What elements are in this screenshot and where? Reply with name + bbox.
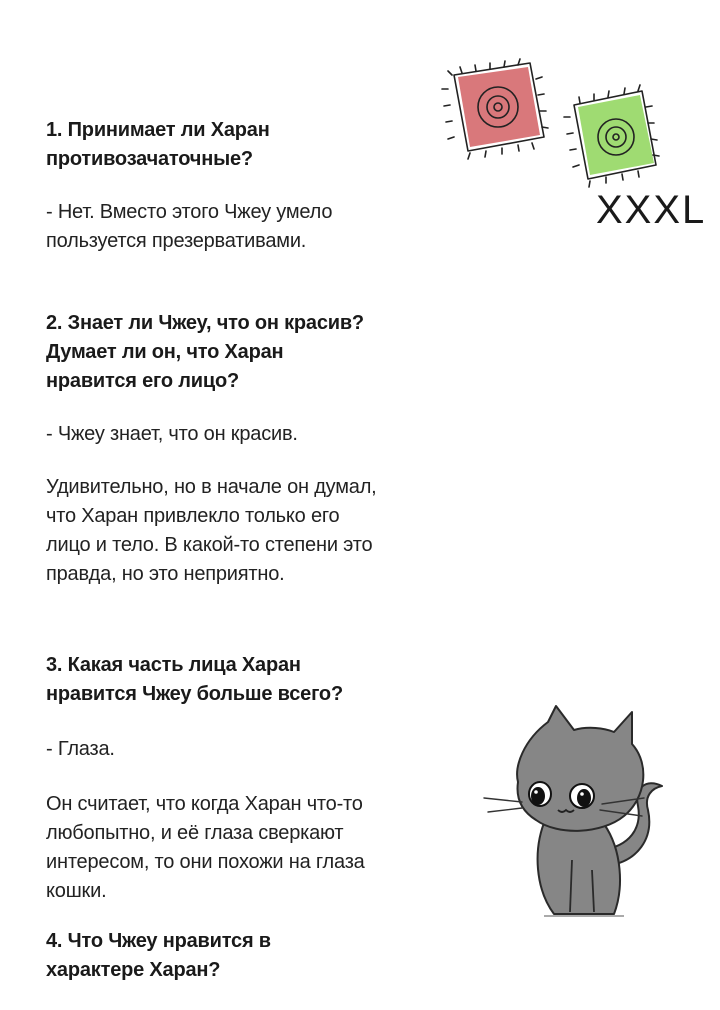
green-wrapper-fill bbox=[578, 95, 654, 175]
answer-2-paragraph-2: Удивительно, но в начале он думал, что Харан привлекло только его лицо и тело. В какой-то степени это правда, но это неприятно. bbox=[46, 476, 377, 585]
question-3: 3. Какая часть лица Харан нравится Чжеу больше всего? bbox=[46, 654, 343, 705]
two-condom-wrappers-icon bbox=[440, 55, 707, 235]
cat-head bbox=[517, 706, 643, 831]
question-2: 2. Знает ли Чжеу, что он красив? Думает ли он, что Харан нравится его лицо? bbox=[46, 312, 364, 392]
qa-block-2 bbox=[46, 309, 446, 589]
answer-1-paragraph-1: - Нет. Вместо этого Чжеу умело пользуется презервативами. bbox=[46, 201, 333, 252]
qa-block-1 bbox=[46, 116, 446, 256]
size-label: XXXL bbox=[596, 188, 707, 232]
red-wrapper-fill bbox=[458, 67, 540, 147]
answer-3-paragraph-2: Он считает, что когда Харан что-то любопытно, и её глаза сверкают интересом, то они похожи на глаза кошки. bbox=[46, 793, 365, 902]
gray-cat-icon bbox=[474, 700, 684, 930]
question-4: 4. Что Чжеу нравится в характере Харан? bbox=[46, 930, 271, 981]
qa-block-4 bbox=[46, 927, 446, 985]
answer-2-paragraph-1: - Чжеу знает, что он красив. bbox=[46, 423, 298, 445]
question-1: 1. Принимает ли Харан противозачаточные? bbox=[46, 119, 270, 170]
qa-block-3 bbox=[46, 651, 446, 906]
answer-3-paragraph-1: - Глаза. bbox=[46, 738, 115, 760]
cat-body bbox=[538, 818, 620, 914]
